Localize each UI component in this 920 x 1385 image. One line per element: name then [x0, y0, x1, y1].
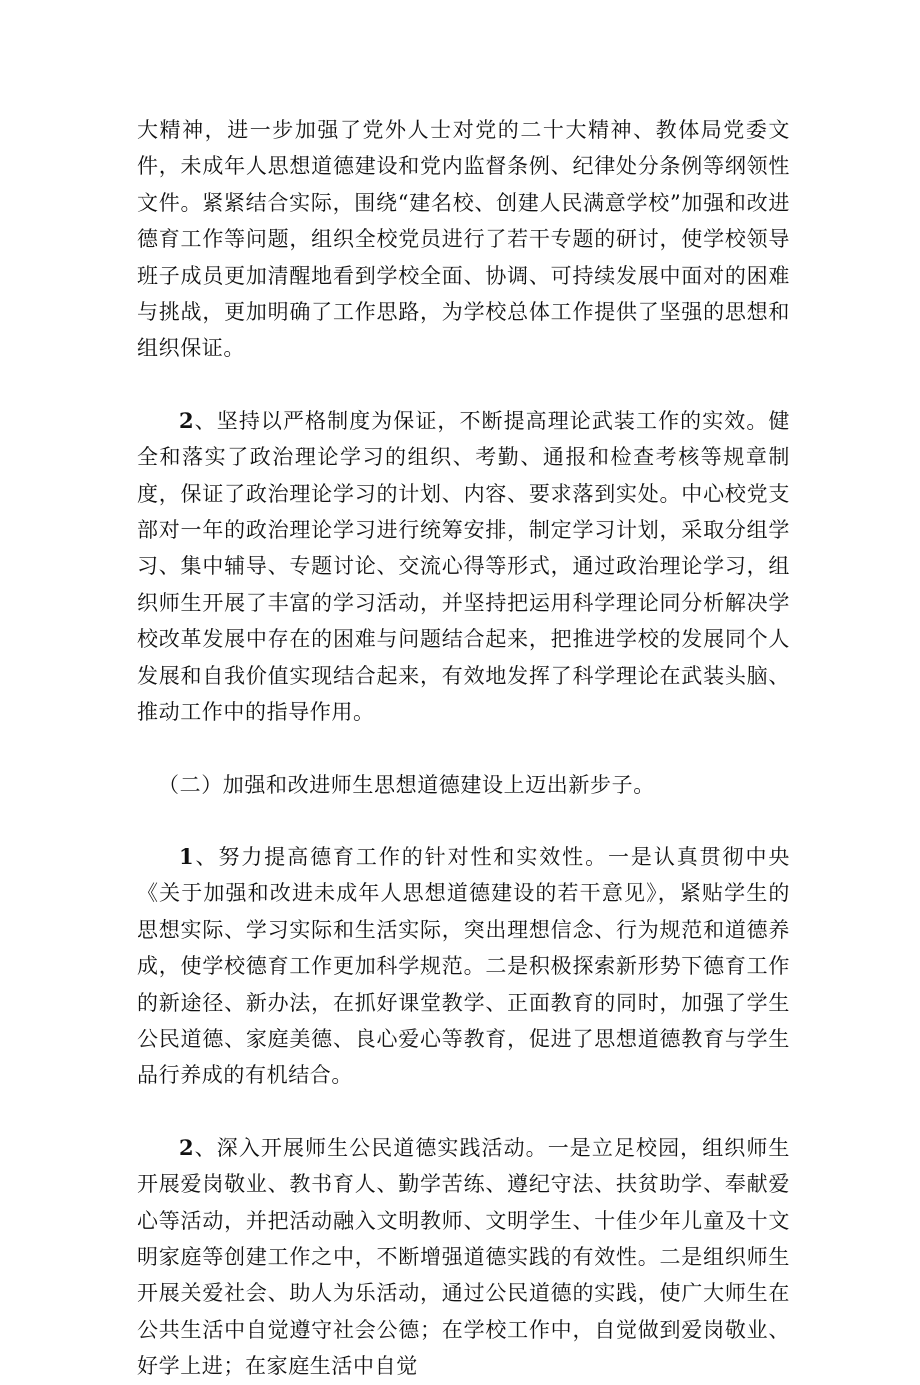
paragraph-text: 、深入开展师生公民道德实践活动。一是立足校园，组织师生开展爱岗敬业、教书育人、勤学苦练、遵纪守法、扶贫助学、奉献爱心等活动，并把活动融入文明教师、文明学生、十佳少年儿童及十文明家庭等创建工作之中，不断增强道德实践的有效性。二是组织师生开展关爱社会、助人为乐活动，通过公民道德的实践，使广大师生在公共生活中自觉遵守社会公德；在学校工作中，自觉做到爱岗敬业、好学上进；在家庭生活中自觉: [137, 1135, 790, 1379]
paragraph-item-2-practice: [137, 1130, 790, 1385]
paragraph-text: 、努力提高德育工作的针对性和实效性。一是认真贯彻中央《关于加强和改进未成年人思想道德建设的若干意见》，紧贴学生的思想实际、学习实际和生活实际，突出理想信念、行为规范和道德养成，使学校德育工作更加科学规范。二是积极探索新形势下德育工作的新途径、新办法，在抓好课堂教学、正面教育的同时，加强了学生公民道德、家庭美德、良心爱心等教育，促进了思想道德教育与学生品行养成的有机结合。: [137, 844, 790, 1088]
paragraph-number: 1: [179, 843, 195, 869]
paragraph-gap: [137, 731, 790, 767]
paragraph-text: 大精神，进一步加强了党外人士对党的二十大精神、教体局党委文件，未成年人思想道德建设和党内监督条例、纪律处分条例等纲领性文件。紧紧结合实际，围绕“建名校、创建人民满意学校”加强和改进德育工作等问题，组织全校党员进行了若干专题的研讨，使学校领导班子成员更加清醒地看到学校全面、协调、可持续发展中面对的困难与挑战，更加明确了工作思路，为学校总体工作提供了坚强的思想和组织保证。: [137, 118, 790, 361]
section-heading: （二）加强和改进师生思想道德建设上迈出新步子。: [158, 772, 655, 797]
paragraph-text: 、坚持以严格制度为保证，不断提高理论武装工作的实效。健全和落实了政治理论学习的组织、考勤、通报和检查考核等规章制度，保证了政治理论学习的计划、内容、要求落到实处。中心校党支部对一年的政治理论学习进行统筹安排，制定学习计划，采取分组学习、集中辅导、专题讨论、交流心得等形式，通过政治理论学习，组织师生开展了丰富的学习活动，并坚持把运用科学理论同分析解决学校改革发展中存在的困难与问题结合起来，把推进学校的发展同个人发展和自我价值实现结合起来，有效地发挥了科学理论在武装头脑、推动工作中的指导作用。: [137, 408, 790, 725]
paragraph-item-2-theory: [137, 403, 790, 731]
paragraph-item-1-moral-education: [137, 839, 790, 1094]
paragraph-gap: [137, 1094, 790, 1130]
paragraph-gap: [137, 367, 790, 403]
paragraph-number: 2: [179, 1134, 195, 1160]
paragraph-number: 2: [179, 407, 195, 433]
paragraph-gap: [137, 803, 790, 839]
paragraph-continuation: [137, 112, 790, 367]
